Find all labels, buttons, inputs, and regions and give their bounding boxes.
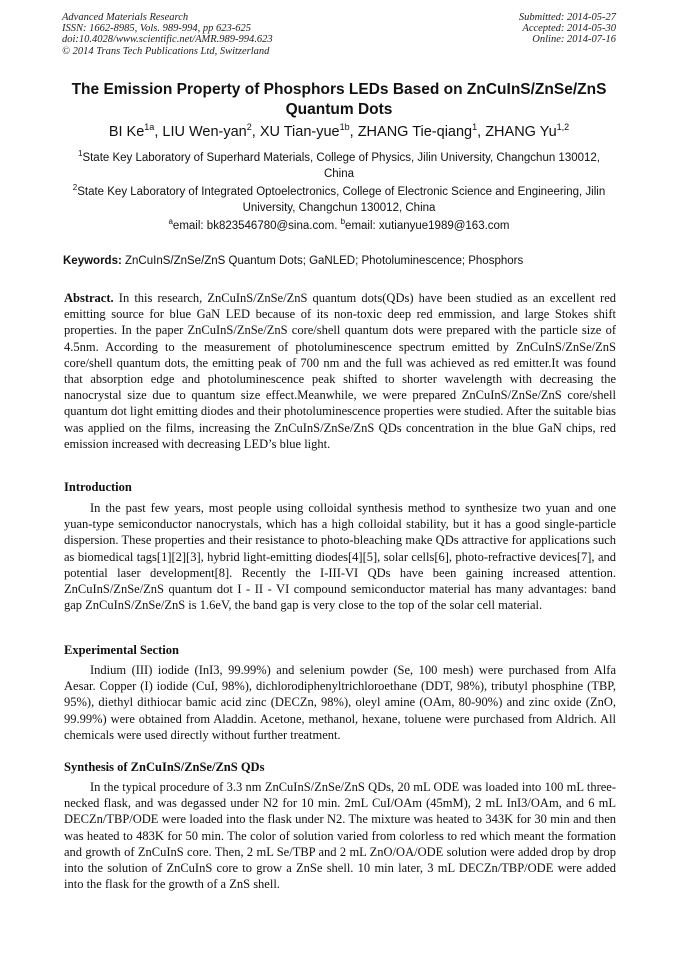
email-a[interactable]: email: bk823546780@sina.com.: [172, 220, 338, 232]
abstract-text: In this research, ZnCuInS/ZnSe/ZnS quantum dots(QDs) have been studied as an excellent red emitting source for blue GaN LED because of its non-toxic deep red emmission, and large Stokes shift properties. In the paper ZnCuInS/ZnSe/ZnS core/shell quantum dots were prepared with the particle size of 4.5nm. According to the measurement of photoluminescence spectrum emitted by ZnCuInS/ZnSe/ZnS core/shell quantum dots, the emitting peak of 700 nm and the full was achieved as red emitter.It was found that absorption edge and photoluminescence peak shifted to shorter wavelength with decreasing the nanocrystal size due to quantum size effect.Meanwhile, we were prepared ZnCuInS/ZnSe/ZnS core/shell quantum dot light emitting diodes and their photoluminescence properties were studied. After the suitable bias was applied on the films, increasing the ZnCuInS/ZnSe/ZnS QDs concentration in the blue GaN chips, red emission increased with decreasing LED’s blue light.: [64, 291, 616, 451]
affiliation-mark: 1: [77, 149, 83, 159]
publication-dates: [416, 12, 616, 46]
author-name: XU Tian-yue: [259, 124, 340, 140]
author-affiliation-mark: 1,2: [556, 122, 570, 133]
keywords: [63, 255, 623, 267]
author-affiliation-mark: 2: [246, 122, 252, 133]
abstract-label: Abstract.: [64, 291, 114, 305]
author-emails: [40, 217, 638, 232]
author-name: ZHANG Yu: [485, 124, 557, 140]
author-name: LIU Wen-yan: [162, 124, 247, 140]
introduction-paragraph: In the past few years, most people using colloidal synthesis method to synthesize two yuan and one yuan-type semiconductor nanocrystals, which has a high colloidal stability, but it has a good single-particle dispersion. These properties and their resistance to photo-bleaching make QDs attractive for applications such as biomedical tags[1][2][3], hybrid light-emitting diodes[4][5], solar cells[6], photo-refractive devices[7], and potential laser development[8]. Recently the I-III-VI QDs have been gaining increased attention. ZnCuInS/ZnSe/ZnS quantum dot I - II - VI compound semiconductor material has many advantages: band gap ZnCuInS/ZnSe/ZnS is 1.6eV, the band gap is very close to the top of the solar cell material.: [64, 501, 616, 613]
affiliation-2: [70, 184, 608, 216]
submitted-date: Submitted: 2014-05-27: [518, 12, 616, 23]
affiliation-1: [70, 150, 608, 182]
experimental-paragraph: Indium (III) iodide (InI3, 99.99%) and selenium powder (Se, 100 mesh) were purchased from Alfa Aesar. Copper (I) iodide (CuI, 98%), dichlorodiphenyltrichloroethane (DDT, 98%), tributyl phosphine (TBP, 95%), diethyl dithiocar bamic acid zinc (DECZn, 98%), oleyl amine (OAm, 80-90%) and zinc oxide (ZnO, 99.99%) were obtained from Aladdin. Acetone, methanol, hexane, toluene were purchased from Aldrich. All chemicals were used directly without further treatment.: [64, 663, 616, 742]
section-heading-experimental: Experimental Section: [64, 643, 179, 657]
accepted-date: Accepted: 2014-05-30: [522, 23, 616, 35]
affiliation-text: State Key Laboratory of Superhard Materials, College of Physics, Jilin University, Changchun 130012, China: [82, 152, 600, 180]
author-name: ZHANG Tie-qiang: [357, 124, 473, 140]
keywords-text: ZnCuInS/ZnSe/ZnS Quantum Dots; GaNLED; Photoluminescence; Phosphors: [125, 255, 524, 267]
abstract: [64, 290, 616, 452]
keywords-label: Keywords:: [63, 255, 122, 267]
journal-info: [62, 12, 382, 57]
issn-line: ISSN: 1662-8985, Vols. 989-994, pp 623-625: [62, 23, 251, 35]
author-list: BI $Ke^{1a}$, LIU Wen-yan$^2$, XU Tian-yue$^{1b}$, ZHANG Tie-qiang$^1$, ZHANG Yu$^{1,2}$: [108, 122, 570, 140]
doi-line: doi:10.4028/www.scientific.net/AMR.989-994.623: [62, 34, 273, 46]
section-heading-synthesis: Synthesis of ZnCuInS/ZnSe/ZnS QDs: [64, 760, 265, 774]
email-mark: b: [340, 217, 346, 227]
section-heading-introduction: Introduction: [64, 480, 132, 494]
copyright-line: © 2014 Trans Tech Publications Ltd, Switzerland: [62, 45, 270, 57]
journal-name: Advanced Materials Research: [62, 12, 189, 23]
affiliation-mark: 2: [72, 183, 78, 193]
affiliation-text: State Key Laboratory of Integrated Optoelectronics, College of Electronic Science and Engineering, Jilin University, Changchun 130012, China: [77, 186, 606, 214]
author-affiliation-mark: 1b: [339, 122, 350, 133]
synthesis-paragraph: In the typical procedure of 3.3 nm ZnCuInS/ZnSe/ZnS QDs, 20 mL ODE was loaded into 100 mL three-necked flask, and was degassed under N2 for 10 min. 2mL CuI/OAm (45mM), 2 mL InI3/OAm, and 6 mL DECZn/TBP/ODE were loaded into the flask under N2. The mixture was heated to 343K for 30 min and then was heated to 483K for 50 min. The color of solution varied from colorless to red which meant the formation and growth of ZnCuInS core. Then, 2 mL Se/TBP and 2 mL ZnO/OA/ODE solution were added drop by drop into the solution of ZnCuInS core to grow a ZnSe shell. 10 min later, 3 mL DECZn/TBP/ODE were added into the flask for the growth of a ZnS shell.: [64, 780, 616, 892]
author-affiliation-mark: 1a: [144, 122, 155, 133]
email-b[interactable]: email: xutianyue1989@163.com: [345, 220, 510, 232]
author-name: BI Ke: [108, 124, 145, 140]
paper-title: The Emission Property of Phosphors LEDs Based on ZnCuInS/ZnSe/ZnS Quantum Dots: [71, 81, 607, 118]
author-affiliation-mark: 1: [472, 122, 478, 133]
email-mark: a: [168, 217, 173, 227]
online-date: Online: 2014-07-16: [532, 34, 616, 46]
